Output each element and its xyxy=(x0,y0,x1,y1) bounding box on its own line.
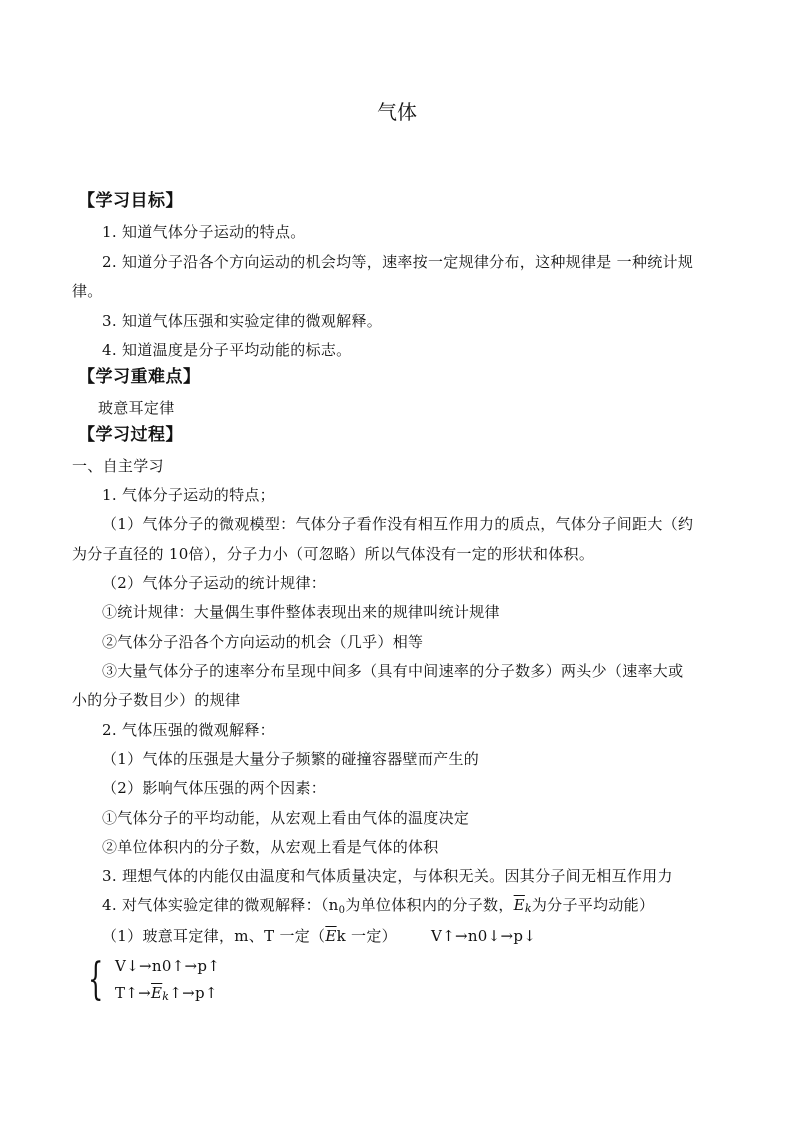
point-2-1: （1）气体的压强是大量分子频繁的碰撞容器壁而产生的 xyxy=(102,750,480,768)
point-4-subscript: 0 xyxy=(338,905,346,916)
point-4 xyxy=(102,895,654,921)
relation-line-1: V↓→n0↑→p↑ xyxy=(115,957,221,975)
brace-symbol: { xyxy=(88,954,104,1005)
boyle-law-text-a: （1）玻意耳定律，m、T 一定（ xyxy=(102,927,326,945)
section-self-study: 一、自主学习 xyxy=(72,457,164,475)
statistic-rule-3-line-1: ③大量气体分子的速率分布呈现中间多（具有中间速率的分子数多）两头少（速率大或 xyxy=(102,662,684,680)
heading-key-points: 【学习重难点】 xyxy=(78,367,201,387)
boyle-energy-symbol: $\overline{E}$ xyxy=(325,927,337,945)
statistic-rule-3-line-2: 小的分子数目少）的规律 xyxy=(72,691,241,709)
relation-2-text-a: T↑→ xyxy=(115,984,152,1002)
page-title: 气体 xyxy=(377,100,417,124)
goal-item-3: 3. 知道气体压强和实验定律的微观解释。 xyxy=(102,312,383,330)
average-energy-subscript: k xyxy=(524,902,532,915)
relation-2-text-b: ↑→p↑ xyxy=(169,984,218,1002)
boyle-law-text-b: k 一定） xyxy=(336,927,397,945)
boyle-law-line xyxy=(102,926,536,946)
boyle-law-text-c: V↑→n0↓→p↓ xyxy=(430,927,537,945)
goal-item-1: 1. 知道气体分子运动的特点。 xyxy=(102,223,306,241)
key-point-text: 玻意耳定律 xyxy=(98,399,175,417)
goal-item-4: 4. 知道温度是分子平均动能的标志。 xyxy=(102,341,352,359)
heading-learning-goals: 【学习目标】 xyxy=(78,191,183,211)
point-1-1-line-2: 为分子直径的 10倍），分子力小（可忽略）所以气体没有一定的形状和体积。 xyxy=(72,545,595,563)
goal-item-2-line-2: 律。 xyxy=(72,282,103,300)
point-1-title: 1. 气体分子运动的特点； xyxy=(102,486,275,504)
point-3: 3. 理想气体的内能仅由温度和气体质量决定，与体积无关。因其分子间无相互作用力 xyxy=(102,867,673,885)
point-4-text-c: 为分子平均动能） xyxy=(531,896,655,914)
relation-energy-symbol: $\overline{E}$ xyxy=(151,984,163,1002)
point-2-2-title: （2）影响气体压强的两个因素： xyxy=(102,779,327,797)
point-1-2-title: （2）气体分子运动的统计规律： xyxy=(102,574,327,592)
average-energy-symbol: $\overline{E}$ xyxy=(513,896,525,914)
heading-learning-process: 【学习过程】 xyxy=(78,425,183,445)
goal-item-2-line-1: 2. 知道分子沿各个方向运动的机会均等，速率按一定规律分布，这种规律是 一种统计规 xyxy=(102,253,694,271)
relation-line-2 xyxy=(115,983,218,1007)
point-4-text-a: 4. 对气体实验定律的微观解释：（n xyxy=(102,896,339,914)
pressure-factor-2: ②单位体积内的分子数，从宏观上看是气体的体积 xyxy=(102,838,439,856)
point-4-text-b: 为单位体积内的分子数， xyxy=(345,896,514,914)
point-2-title: 2. 气体压强的微观解释： xyxy=(102,721,275,739)
statistic-rule-1: ①统计规律：大量偶生事件整体表现出来的规律叫统计规律 xyxy=(102,603,500,621)
relation-energy-subscript: k xyxy=(162,990,170,1003)
statistic-rule-2: ②气体分子沿各个方向运动的机会（几乎）相等 xyxy=(102,633,424,651)
pressure-factor-1: ①气体分子的平均动能，从宏观上看由气体的温度决定 xyxy=(102,809,470,827)
point-1-1-line-1: （1）气体分子的微观模型：气体分子看作没有相互作用力的质点，气体分子间距大（约 xyxy=(102,515,694,533)
